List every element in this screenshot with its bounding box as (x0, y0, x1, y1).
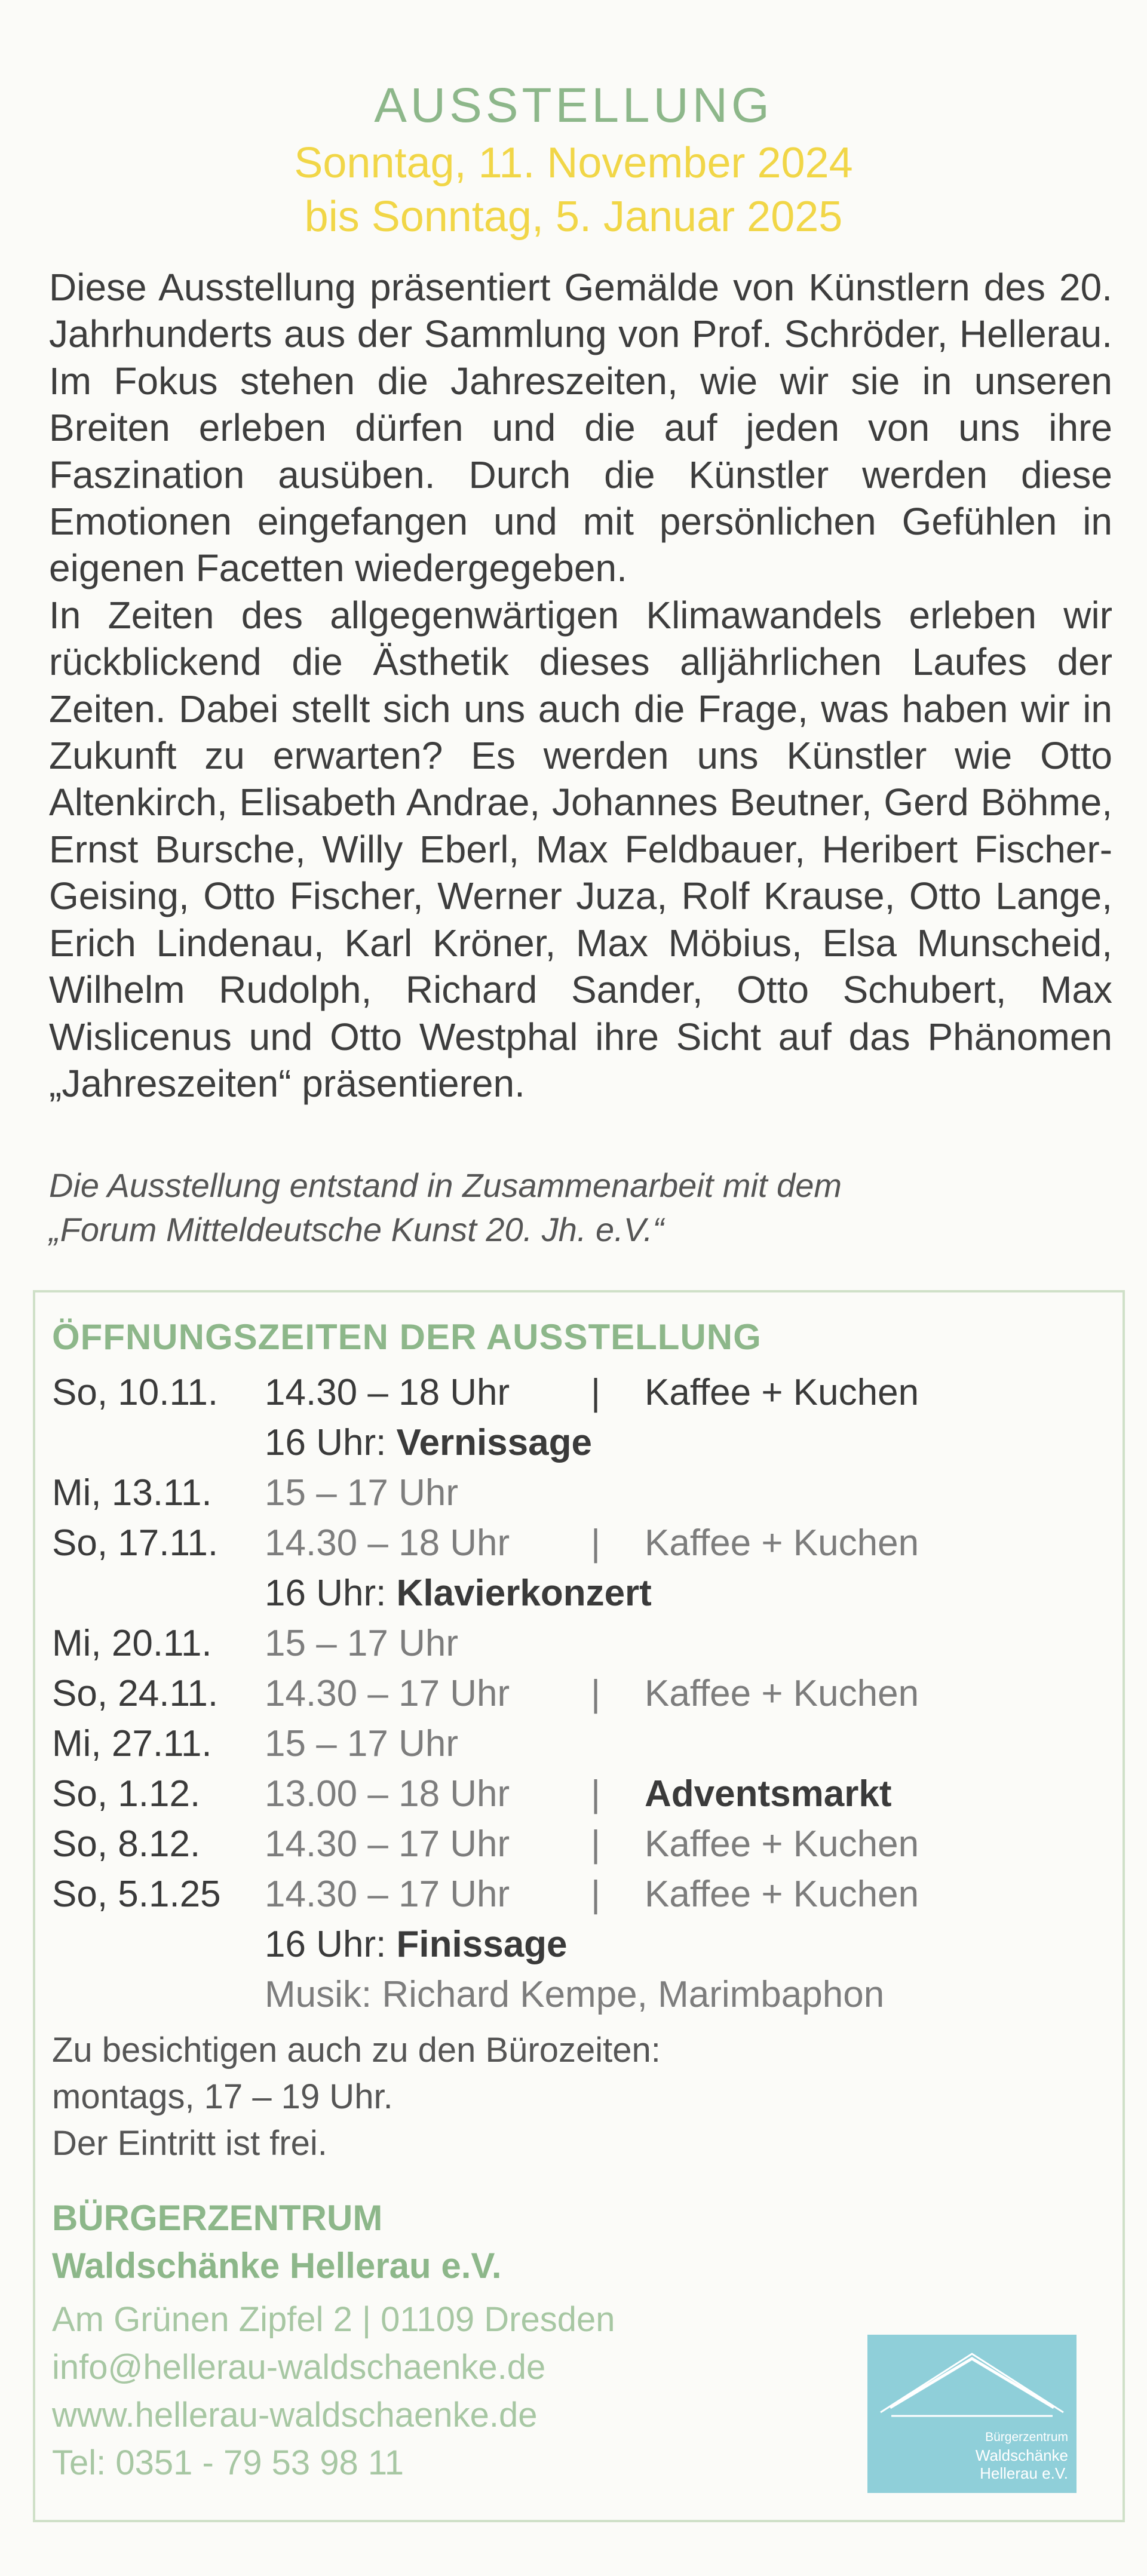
schedule-separator: | (591, 1673, 601, 1714)
schedule-time: 14.30 – 17 Uhr (265, 1874, 510, 1915)
schedule-note: Kaffee + Kuchen (645, 1522, 919, 1564)
schedule-event-row (52, 1572, 1103, 1622)
schedule-date: So, 1.12. (52, 1773, 201, 1814)
schedule-row (52, 1522, 1103, 1572)
website-link[interactable]: www.hellerau-waldschaenke.de (52, 2396, 538, 2434)
organization-logo (867, 2335, 1077, 2493)
email-link[interactable]: info@hellerau-waldschaenke.de (52, 2348, 546, 2387)
schedule-date: Mi, 20.11. (52, 1623, 212, 1664)
schedule-note: Kaffee + Kuchen (645, 1823, 919, 1865)
schedule-event-row (52, 1923, 1103, 1973)
description-paragraph-1: Diese Ausstellung präsentiert Gemälde von Künstlern des 20. Jahrhunderts aus der Sammlung von Prof. Schröder, Hellerau. Im Fokus stehen die Jahreszeiten, wie wir sie in unseren Breiten erleben dürfen und die auf jeden von uns ihre Faszination ausüben. Durch die Künstler werden diese Emotionen eingefangen und mit persönlichen Gefühlen in eigenen Facetten wiedergegeben. (49, 266, 1112, 590)
description-paragraph-2: In Zeiten des allgegenwärtigen Klimawandels erleben wir rückblickend die Ästhetik dieses alljährlichen Laufes der Zeiten. Dabei stellt sich uns auch die Frage, was haben wir in Zukunft zu erwarten? Es werden uns Künstler wie Otto Altenkirch, Elisabeth Andrae, Johannes Beutner, Gerd Böhme, Ernst Bursche, Willy Eberl, Max Feldbauer, Heribert Fischer-Geising, Otto Fischer, Werner Juza, Rolf Krause, Otto Lange, Erich Lindenau, Karl Kröner, Max Möbius, Elsa Munscheid, Wilhelm Rudolph, Richard Sander, Otto Schubert, Max Wislicenus und Otto Westphal ihre Sicht auf das Phänomen „Jahreszeiten“ präsentieren. (49, 593, 1112, 1105)
credit-line-2: „Forum Mitteldeutsche Kunst 20. Jh. e.V.“ (49, 1211, 664, 1248)
schedule-date: Mi, 13.11. (52, 1472, 212, 1513)
exhibition-date-start: Sonntag, 11. November 2024 (294, 139, 853, 187)
schedule-separator: | (591, 1773, 601, 1814)
visiting-info-line-2: montags, 17 – 19 Uhr. (52, 2077, 393, 2116)
event-time: 16 Uhr: (265, 1422, 397, 1463)
schedule-date: So, 10.11. (52, 1372, 219, 1413)
schedule-separator: | (591, 1522, 601, 1564)
schedule-row (52, 1823, 1103, 1873)
schedule-time: 13.00 – 18 Uhr (265, 1773, 510, 1814)
credit-line-1: Die Ausstellung entstand in Zusammenarbeit mit dem (49, 1166, 842, 1204)
schedule-time: 14.30 – 18 Uhr (265, 1372, 510, 1413)
visiting-info (52, 2027, 661, 2167)
event-time: 16 Uhr: (265, 1924, 397, 1965)
schedule-row (52, 1672, 1103, 1723)
schedule-date: So, 8.12. (52, 1823, 201, 1865)
schedule-row (52, 1622, 1103, 1672)
logo-text-line-2: Waldschänke (975, 2446, 1068, 2464)
music-info: Musik: Richard Kempe, Marimbaphon (265, 1974, 885, 2015)
schedule-note: Kaffee + Kuchen (645, 1372, 919, 1413)
contact-info (52, 2296, 615, 2487)
schedule-separator: | (591, 1823, 601, 1865)
logo-text (976, 2428, 1068, 2482)
schedule-note: Kaffee + Kuchen (645, 1673, 919, 1714)
schedule-row (52, 1723, 1103, 1773)
organization-name-line-1: BÜRGERZENTRUM (52, 2198, 383, 2238)
schedule-separator: | (591, 1372, 601, 1413)
schedule-time: 15 – 17 Uhr (265, 1623, 458, 1664)
schedule-date: So, 24.11. (52, 1673, 219, 1714)
opening-hours-title: ÖFFNUNGSZEITEN DER AUSSTELLUNG (52, 1317, 762, 1357)
schedule-event (265, 1923, 568, 1966)
visiting-info-line-1: Zu besichtigen auch zu den Bürozeiten: (52, 2031, 661, 2070)
schedule-date: So, 5.1.25 (52, 1874, 221, 1915)
event-name: Vernissage (396, 1422, 592, 1463)
opening-hours-box (33, 1290, 1125, 2522)
logo-text-line-3: Hellerau e.V. (980, 2464, 1068, 2482)
cooperation-credit (49, 1163, 1112, 1252)
schedule-separator: | (591, 1874, 601, 1915)
schedule-date: So, 17.11. (52, 1522, 219, 1564)
organization-name (52, 2194, 502, 2290)
schedule-time: 15 – 17 Uhr (265, 1723, 458, 1764)
address: Am Grünen Zipfel 2 | 01109 Dresden (52, 2300, 615, 2339)
event-name: Finissage (396, 1924, 568, 1965)
schedule-note: Kaffee + Kuchen (645, 1874, 919, 1915)
organization-name-line-2: Waldschänke Hellerau e.V. (52, 2246, 502, 2286)
phone-number: Tel: 0351 - 79 53 98 11 (52, 2443, 404, 2482)
schedule-music-row (52, 1973, 1103, 2024)
logo-text-line-1: Bürgerzentrum (985, 2430, 1068, 2444)
schedule-event (265, 1572, 652, 1614)
schedule-time: 15 – 17 Uhr (265, 1472, 458, 1513)
schedule-note: Adventsmarkt (645, 1773, 892, 1814)
schedule-event-row (52, 1421, 1103, 1472)
schedule-time: 14.30 – 17 Uhr (265, 1823, 510, 1865)
schedule-event (265, 1421, 592, 1464)
schedule-row (52, 1773, 1103, 1823)
event-name: Klavierkonzert (396, 1573, 652, 1614)
schedule-row (52, 1371, 1103, 1421)
admission-info: Der Eintritt ist frei. (52, 2124, 327, 2163)
event-time: 16 Uhr: (265, 1573, 397, 1614)
exhibition-date-end: bis Sonntag, 5. Januar 2025 (304, 193, 843, 241)
schedule-row (52, 1873, 1103, 1923)
schedule-time: 14.30 – 18 Uhr (265, 1522, 510, 1564)
schedule-date: Mi, 27.11. (52, 1723, 212, 1764)
schedule-row (52, 1472, 1103, 1522)
exhibition-title: AUSSTELLUNG (374, 78, 773, 133)
schedule-time: 14.30 – 17 Uhr (265, 1673, 510, 1714)
exhibition-description (49, 264, 1112, 1107)
